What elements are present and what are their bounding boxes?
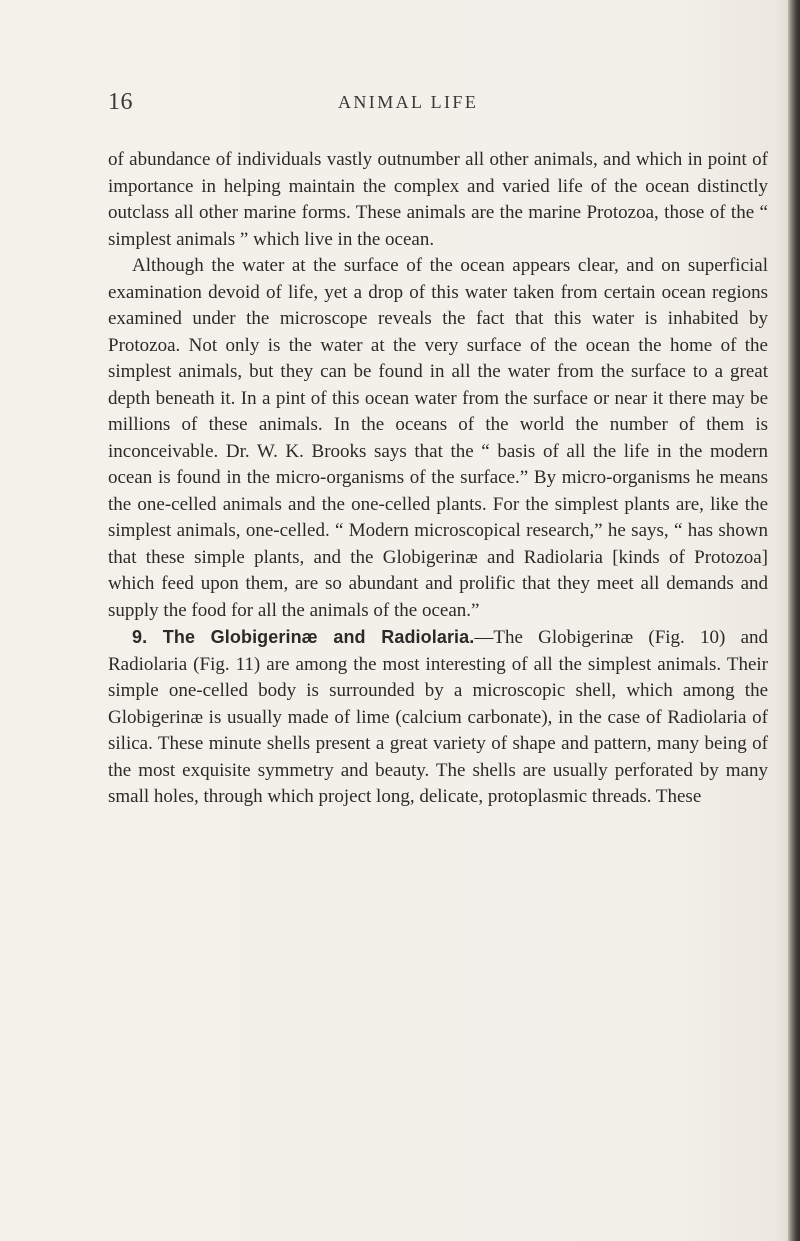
section-text: —The Globigerinæ (Fig. 10) and Radiolaria (Fig. 11) are among the most interesting of all the simplest animals. Their simple one-celled body is surrounded by a microscopic shell, which among the Globigerinæ is usually made of lime (calcium carbonate), in the case of Radiolaria of silica. These minute shells present a great variety of shape and pattern, many being of the most exquisite symmetry and beauty. The shells are usually perforated by many small holes, through which project long, delicate, protoplasmic threads. These xyxy=(108,627,769,807)
section-heading: 9. The Globigerinæ and Radiolaria. xyxy=(132,627,475,647)
page-header xyxy=(108,88,768,116)
paragraph-continued: of abundance of individuals vastly outnumber all other animals, and which in point of importance in helping maintain the complex and varied life of the ocean distinctly outclass all other marine forms. These animals are the marine Protozoa, those of the “ simplest animals ” which live in the ocean. xyxy=(108,149,768,250)
paragraph: Although the water at the surface of the ocean appears clear, and on superficial examination devoid of life, yet a drop of this water taken from certain ocean regions examined under the microscope reveals the fact that this water is inhabited by Protozoa. Not only is the water at the very surface of the ocean the home of the simplest animals, but they can be found in all the water from the surface to a great depth beneath it. In a pint of this ocean water from the surface or near it there may be millions of these animals. In the oceans of the world the number of them is inconceivable. Dr. W. K. Brooks says that the “ basis of all the life in the modern ocean is found in the micro-organisms of the surface.” By micro-organisms he means the one-celled animals and the one-celled plants. For the simplest plants are, like the simplest animals, one-celled. “ Modern microscopical research,” he says, “ has shown that these simple plants, and the Globigerinæ and Radiolaria [kinds of Protozoa] which feed upon them, are so abundant and prolific that they meet all demands and supply the food for all the animals of the ocean.” xyxy=(108,255,768,621)
running-head: ANIMAL LIFE xyxy=(338,92,479,112)
page-number: 16 xyxy=(108,89,133,115)
section-paragraph xyxy=(108,624,768,811)
body-text xyxy=(108,147,768,811)
page-edge-shadow xyxy=(788,0,800,1241)
